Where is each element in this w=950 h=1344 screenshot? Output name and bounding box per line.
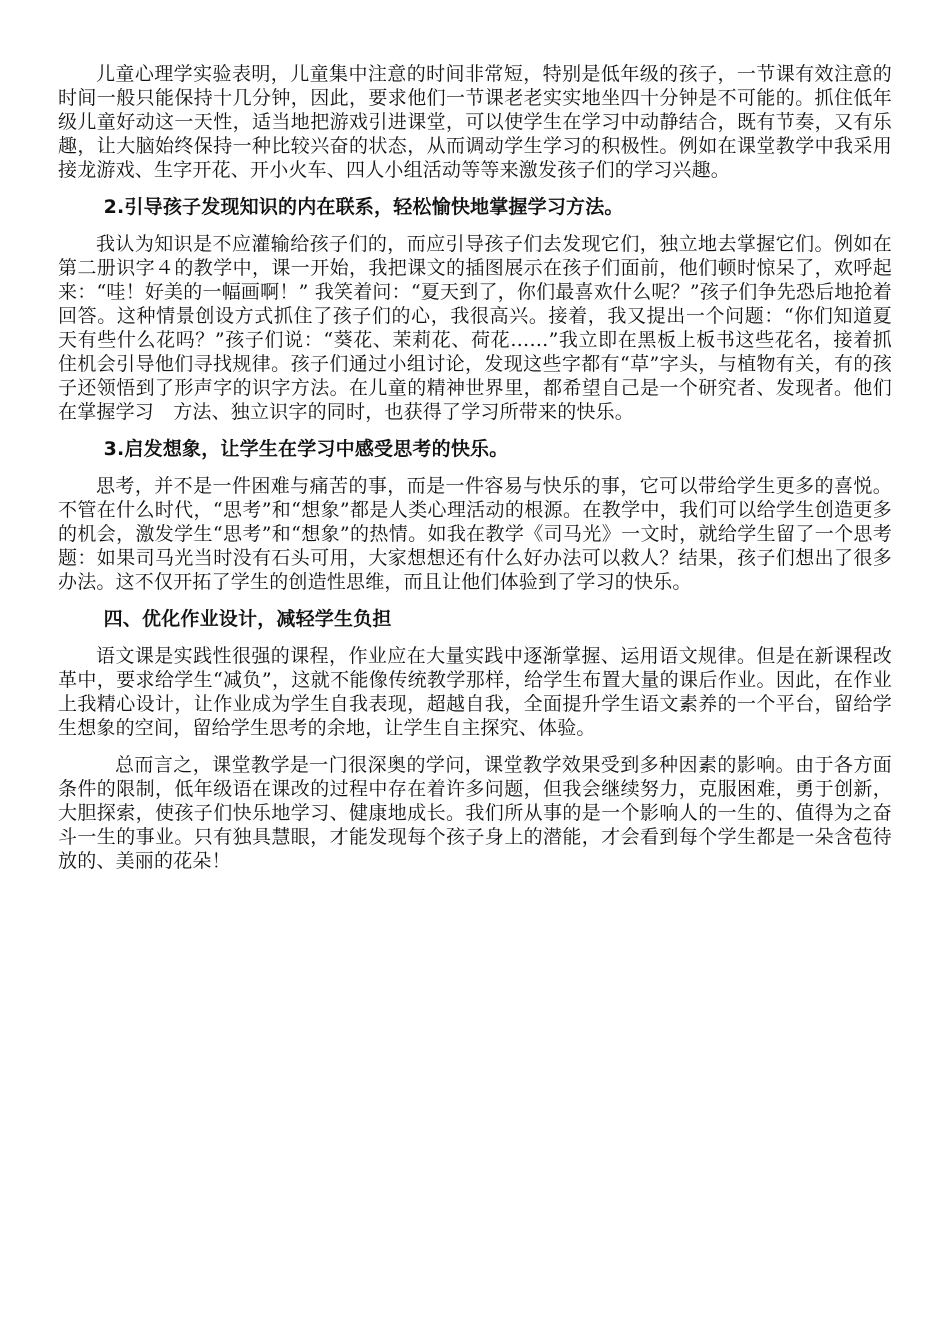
paragraph-game-learning: 儿童心理学实验表明，儿童集中注意的时间非常短，特别是低年级的孩子，一节课有效注意的时间一般只能保持十几分钟，因此，要求他们一节课老老实实地坐四十分钟是不可能的。抓住低年级儿童好动这一天性，适当地把游戏引进课堂，可以使学生在学习中动静结合，既有节奏，又有乐趣，让大脑始终保持一种比较兴奋的状态，从而调动学生学习的积极性。例如在课堂教学中我采用接龙游戏、生字开花、开小火车、四人小组活动等等来激发孩子们的学习兴趣。 [58, 63, 892, 181]
heading-imagination: 3.启发想象，让学生在学习中感受思考的快乐。 [103, 438, 509, 460]
heading-discover-knowledge: 2.引导孩子发现知识的内在联系，轻松愉快地掌握学习方法。 [103, 196, 624, 218]
paragraph-discover-knowledge: 我认为知识是不应灌输给孩子们的，而应引导孩子们去发现它们，独立地去掌握它们。例如在第二册识字４的教学中，课一开始，我把课文的插图展示在孩子们面前，他们顿时惊呆了，欢呼起来：“哇！好美的一幅画啊！” 我笑着问：“夏天到了，你们最喜欢什么呢？”孩子们争先恐后地抢着回答。这种情景创设方式抓住了孩子们的心，我很高兴。接着，我又提出一个问题：“你们知道夏天有些什么花吗？”孩子们说：“葵花、茉莉花、荷花……”我立即在黑板上板书这些花名，接着抓住机会引导他们寻找规律。孩子们通过小组讨论，发现这些字都有“草”字头，与植物有关，有的孩子还领悟到了形声字的识字方法。在儿童的精神世界里，都希望自己是一个研究者、发现者。他们在掌握学习 方法、独立识字的同时，也获得了学习所带来的快乐。 [58, 233, 892, 423]
heading-homework-design: 四、优化作业设计，减轻学生负担 [103, 608, 392, 630]
paragraph-conclusion: 总而言之，课堂教学是一门很深奥的学问，课堂教学效果受到多种因素的影响。由于各方面条件的限制，低年级语在课改的过程中存在着许多问题，但我会继续努力，克服困难，勇于创新，大胆探索，使孩子们快乐地学习、健康地成长。我们所从事的是一个影响人的一生的、值得为之奋斗一生的事业。只有独具慧眼，才能发现每个孩子身上的潜能，才会看到每个学生都是一朵含苞待放的、美丽的花朵！ [58, 754, 892, 872]
paragraph-imagination: 思考，并不是一件困难与痛苦的事，而是一件容易与快乐的事，它可以带给学生更多的喜悦。不管在什么时代，“思考”和“想象”都是人类心理活动的根源。在教学中，我们可以给学生创造更多的机会，激发学生“思考”和“想象”的热情。如我在教学《司马光》一文时，就给学生留了一个思考题：如果司马光当时没有石头可用，大家想想还有什么好办法可以救人？结果，孩子们想出了很多办法。这不仅开拓了学生的创造性思维，而且让他们体验到了学习的快乐。 [58, 475, 892, 593]
paragraph-homework-design: 语文课是实践性很强的课程，作业应在大量实践中逐渐掌握、运用语文规律。但是在新课程改革中，要求给学生“减负”，这就不能像传统教学那样，给学生布置大量的课后作业。因此，在作业上我精心设计，让作业成为学生自我表现，超越自我，全面提升学生语文素养的一个平台，留给学生想象的空间，留给学生思考的余地，让学生自主探究、体验。 [58, 645, 892, 739]
document-page [58, 62, 892, 886]
